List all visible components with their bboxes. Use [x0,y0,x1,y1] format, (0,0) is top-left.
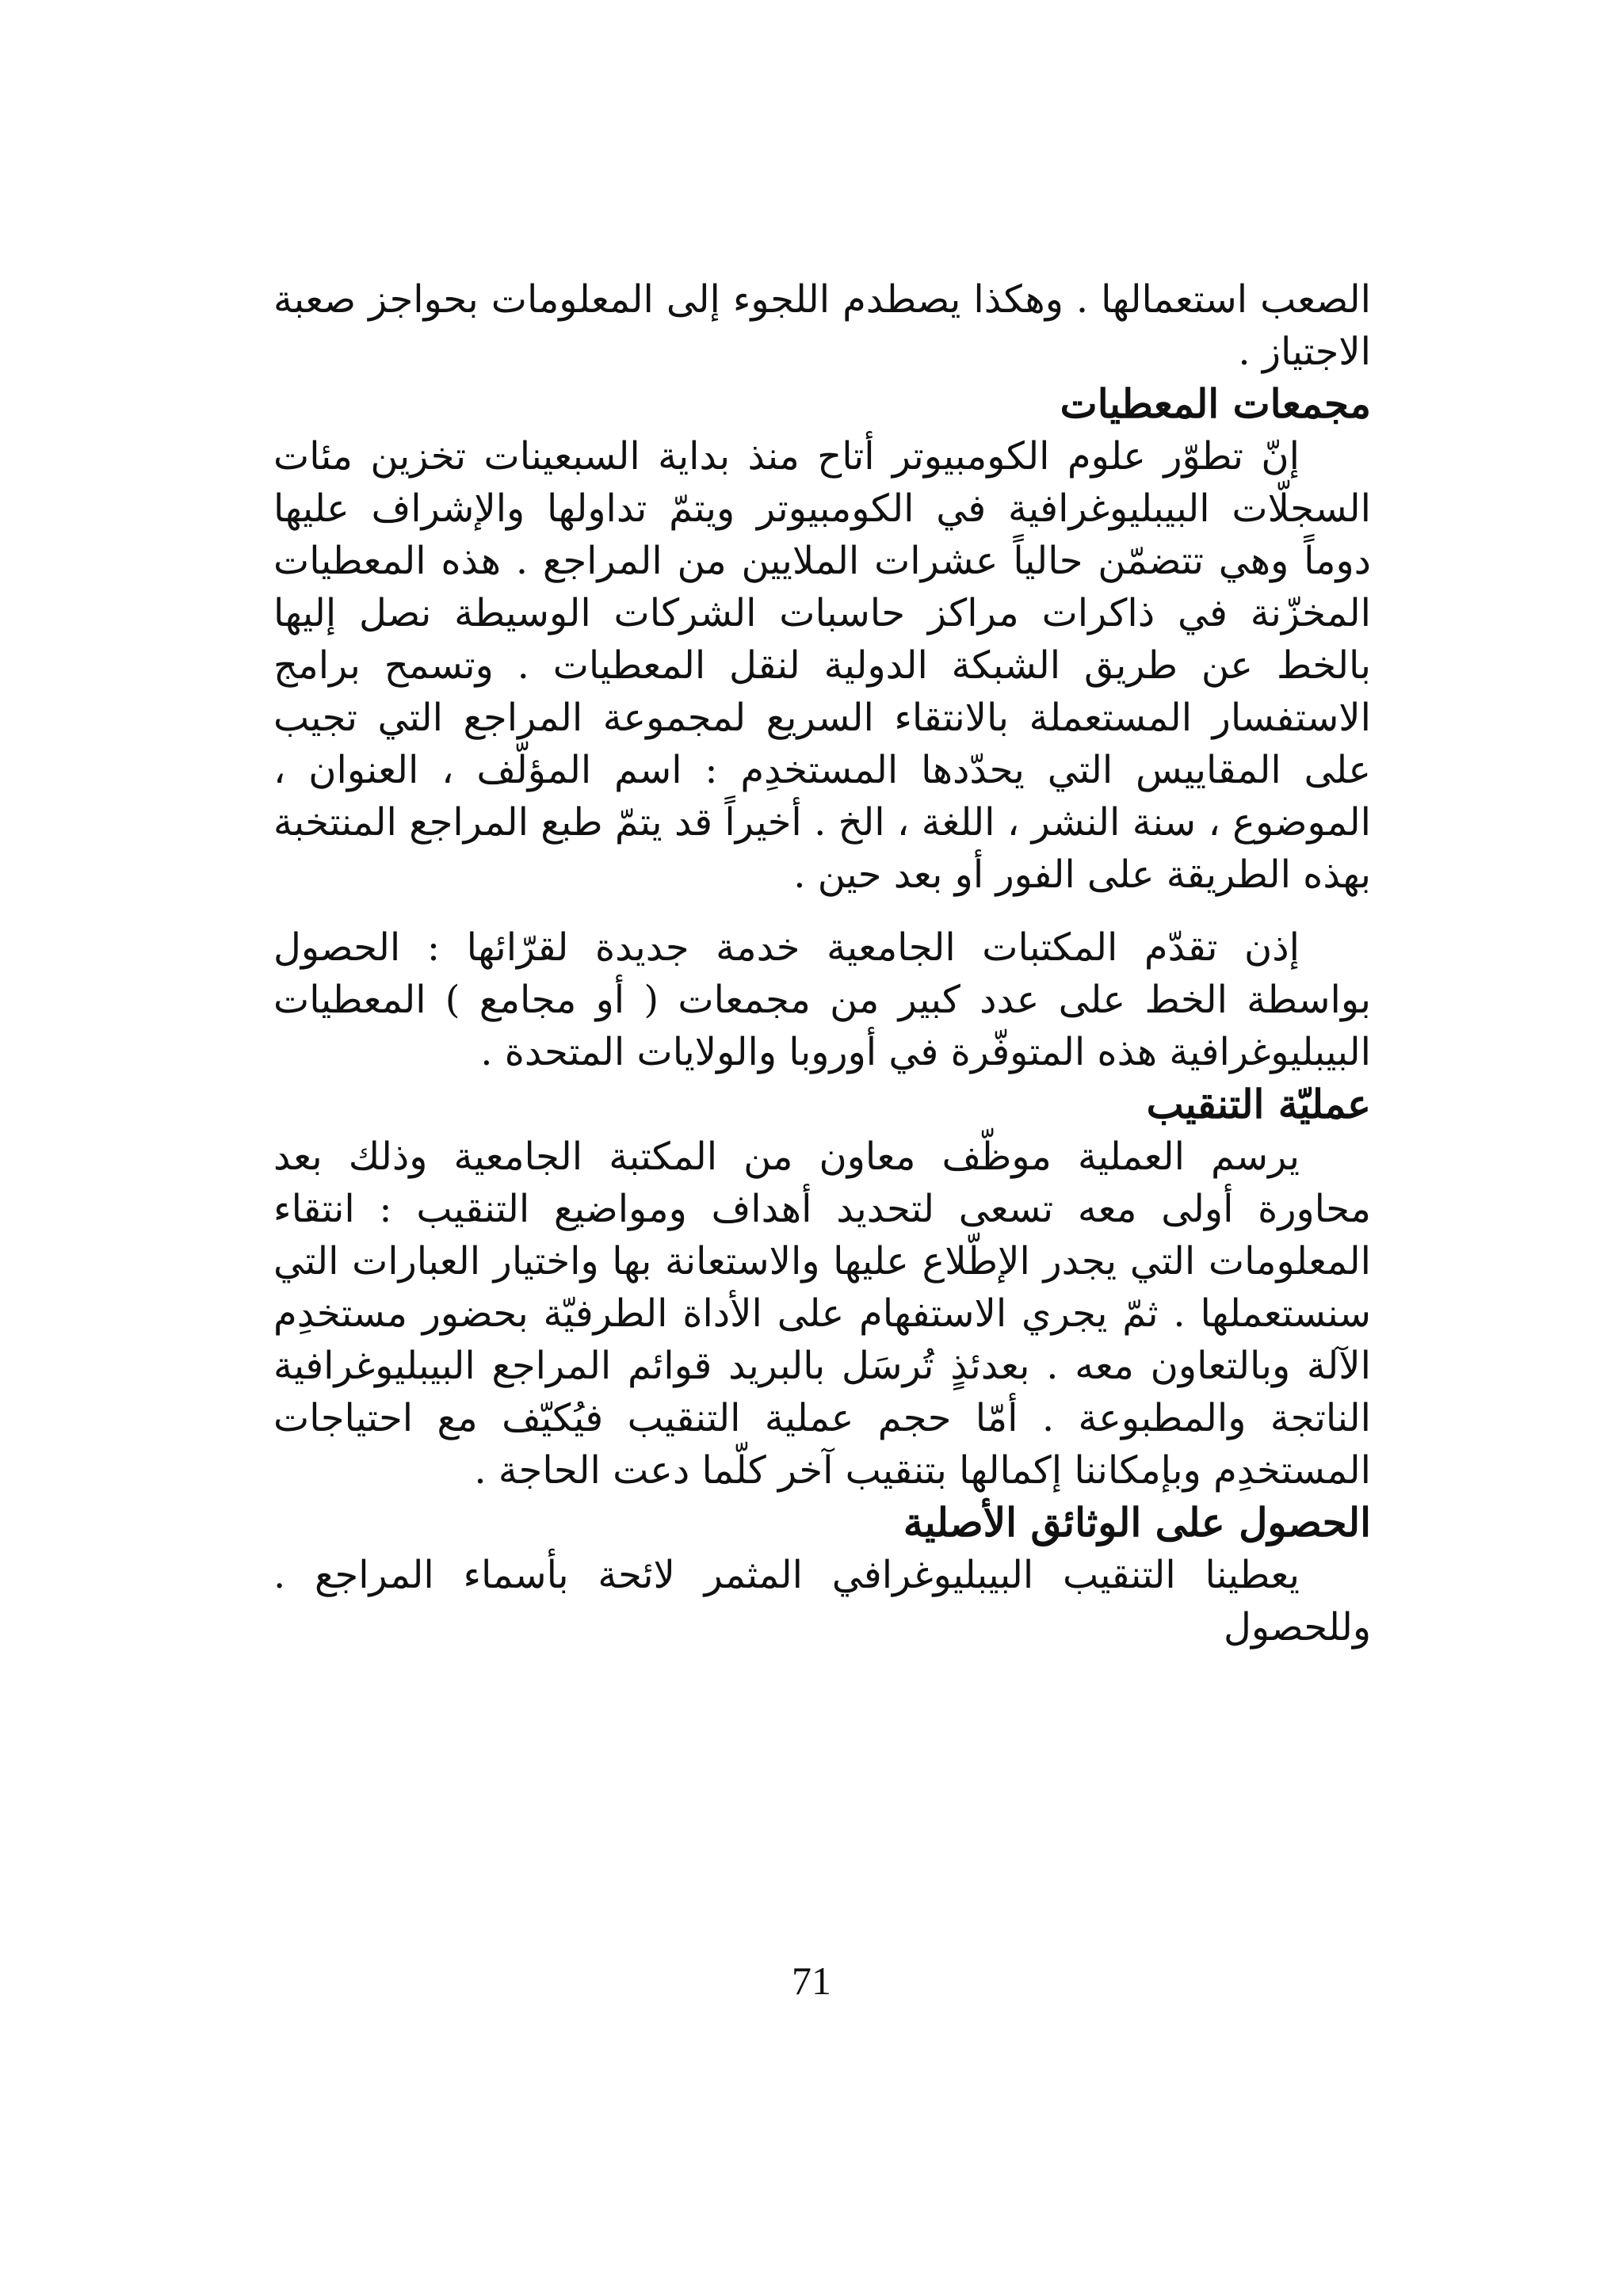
page-number: 71 [792,1958,831,2003]
section-heading-databases: مجمعات المعطيات [1060,380,1371,427]
section-heading-original-documents: الحصول على الوثائق الأصلية [903,1499,1371,1546]
paragraph-continuation: الصعب استعمالها . وهكذا يصطدم اللجوء إلى المعلومات بحواجز صعبة الاجتياز . [273,277,1372,374]
paragraph-databases: إنّ تطوّر علوم الكومبيوتر أتاح منذ بداية السبعينات تخزين مئات السجلّات البيبليوغرافية في الكومبيوتر ويتمّ تداولها والإشراف عليها دوماً وهي تتضمّن حالياً عشرات الملايين من المراجع . هذه المعطيات المخزّنة في ذاكرات مراكز حاسبات الشركات الوسيطة نصل إليها بالخط عن طريق الشبكة الدولية لنقل المعطيات . وتسمح برامج الاستفسار المستعملة بالانتقاء السريع لمجموعة المراجع التي تجيب على المقاييس التي يحدّدها المستخدِم : اسم المؤلّف ، العنوان ، الموضوع ، سنة النشر ، اللغة ، الخ . أخيراً قد يتمّ طبع المراجع المنتخبة بهذه الطريقة على الفور أو بعد حين . [273,434,1372,897]
paragraph-university-libraries: إذن تقدّم المكتبات الجامعية خدمة جديدة لقرّائها : الحصول بواسطة الخط على عدد كبير من مجمعات ( أو مجامع ) المعطيات البيبليوغرافية هذه المتوفّرة في أوروبا والولايات المتحدة . [273,925,1371,1074]
body-text [273,273,1371,1653]
paragraph-original-documents: يعطينا التنقيب البيبليوغرافي المثمر لائحة بأسماء المراجع . وللحصول [273,1553,1371,1650]
section-heading-search-process: عمليّة التنقيب [1146,1081,1371,1127]
paragraph-search-process: يرسم العملية موظّف معاون من المكتبة الجامعية وذلك بعد محاورة أولى معه تسعى لتحديد أهداف ومواضيع التنقيب : انتقاء المعلومات التي يجدر الإطّلاع عليها والاستعانة بها واختيار العبارات التي سنستعملها . ثمّ يجري الاستفهام على الأداة الطرفيّة بحضور مستخدِم الآلة وبالتعاون معه . بعدئذٍ تُرسَل بالبريد قوائم المراجع البيبليوغرافية الناتجة والمطبوعة . أمّا حجم عملية التنقيب فيُكيّف مع احتياجات المستخدِم وبإمكاننا إكمالها بتنقيب آخر كلّما دعت الحاجة . [273,1135,1372,1493]
